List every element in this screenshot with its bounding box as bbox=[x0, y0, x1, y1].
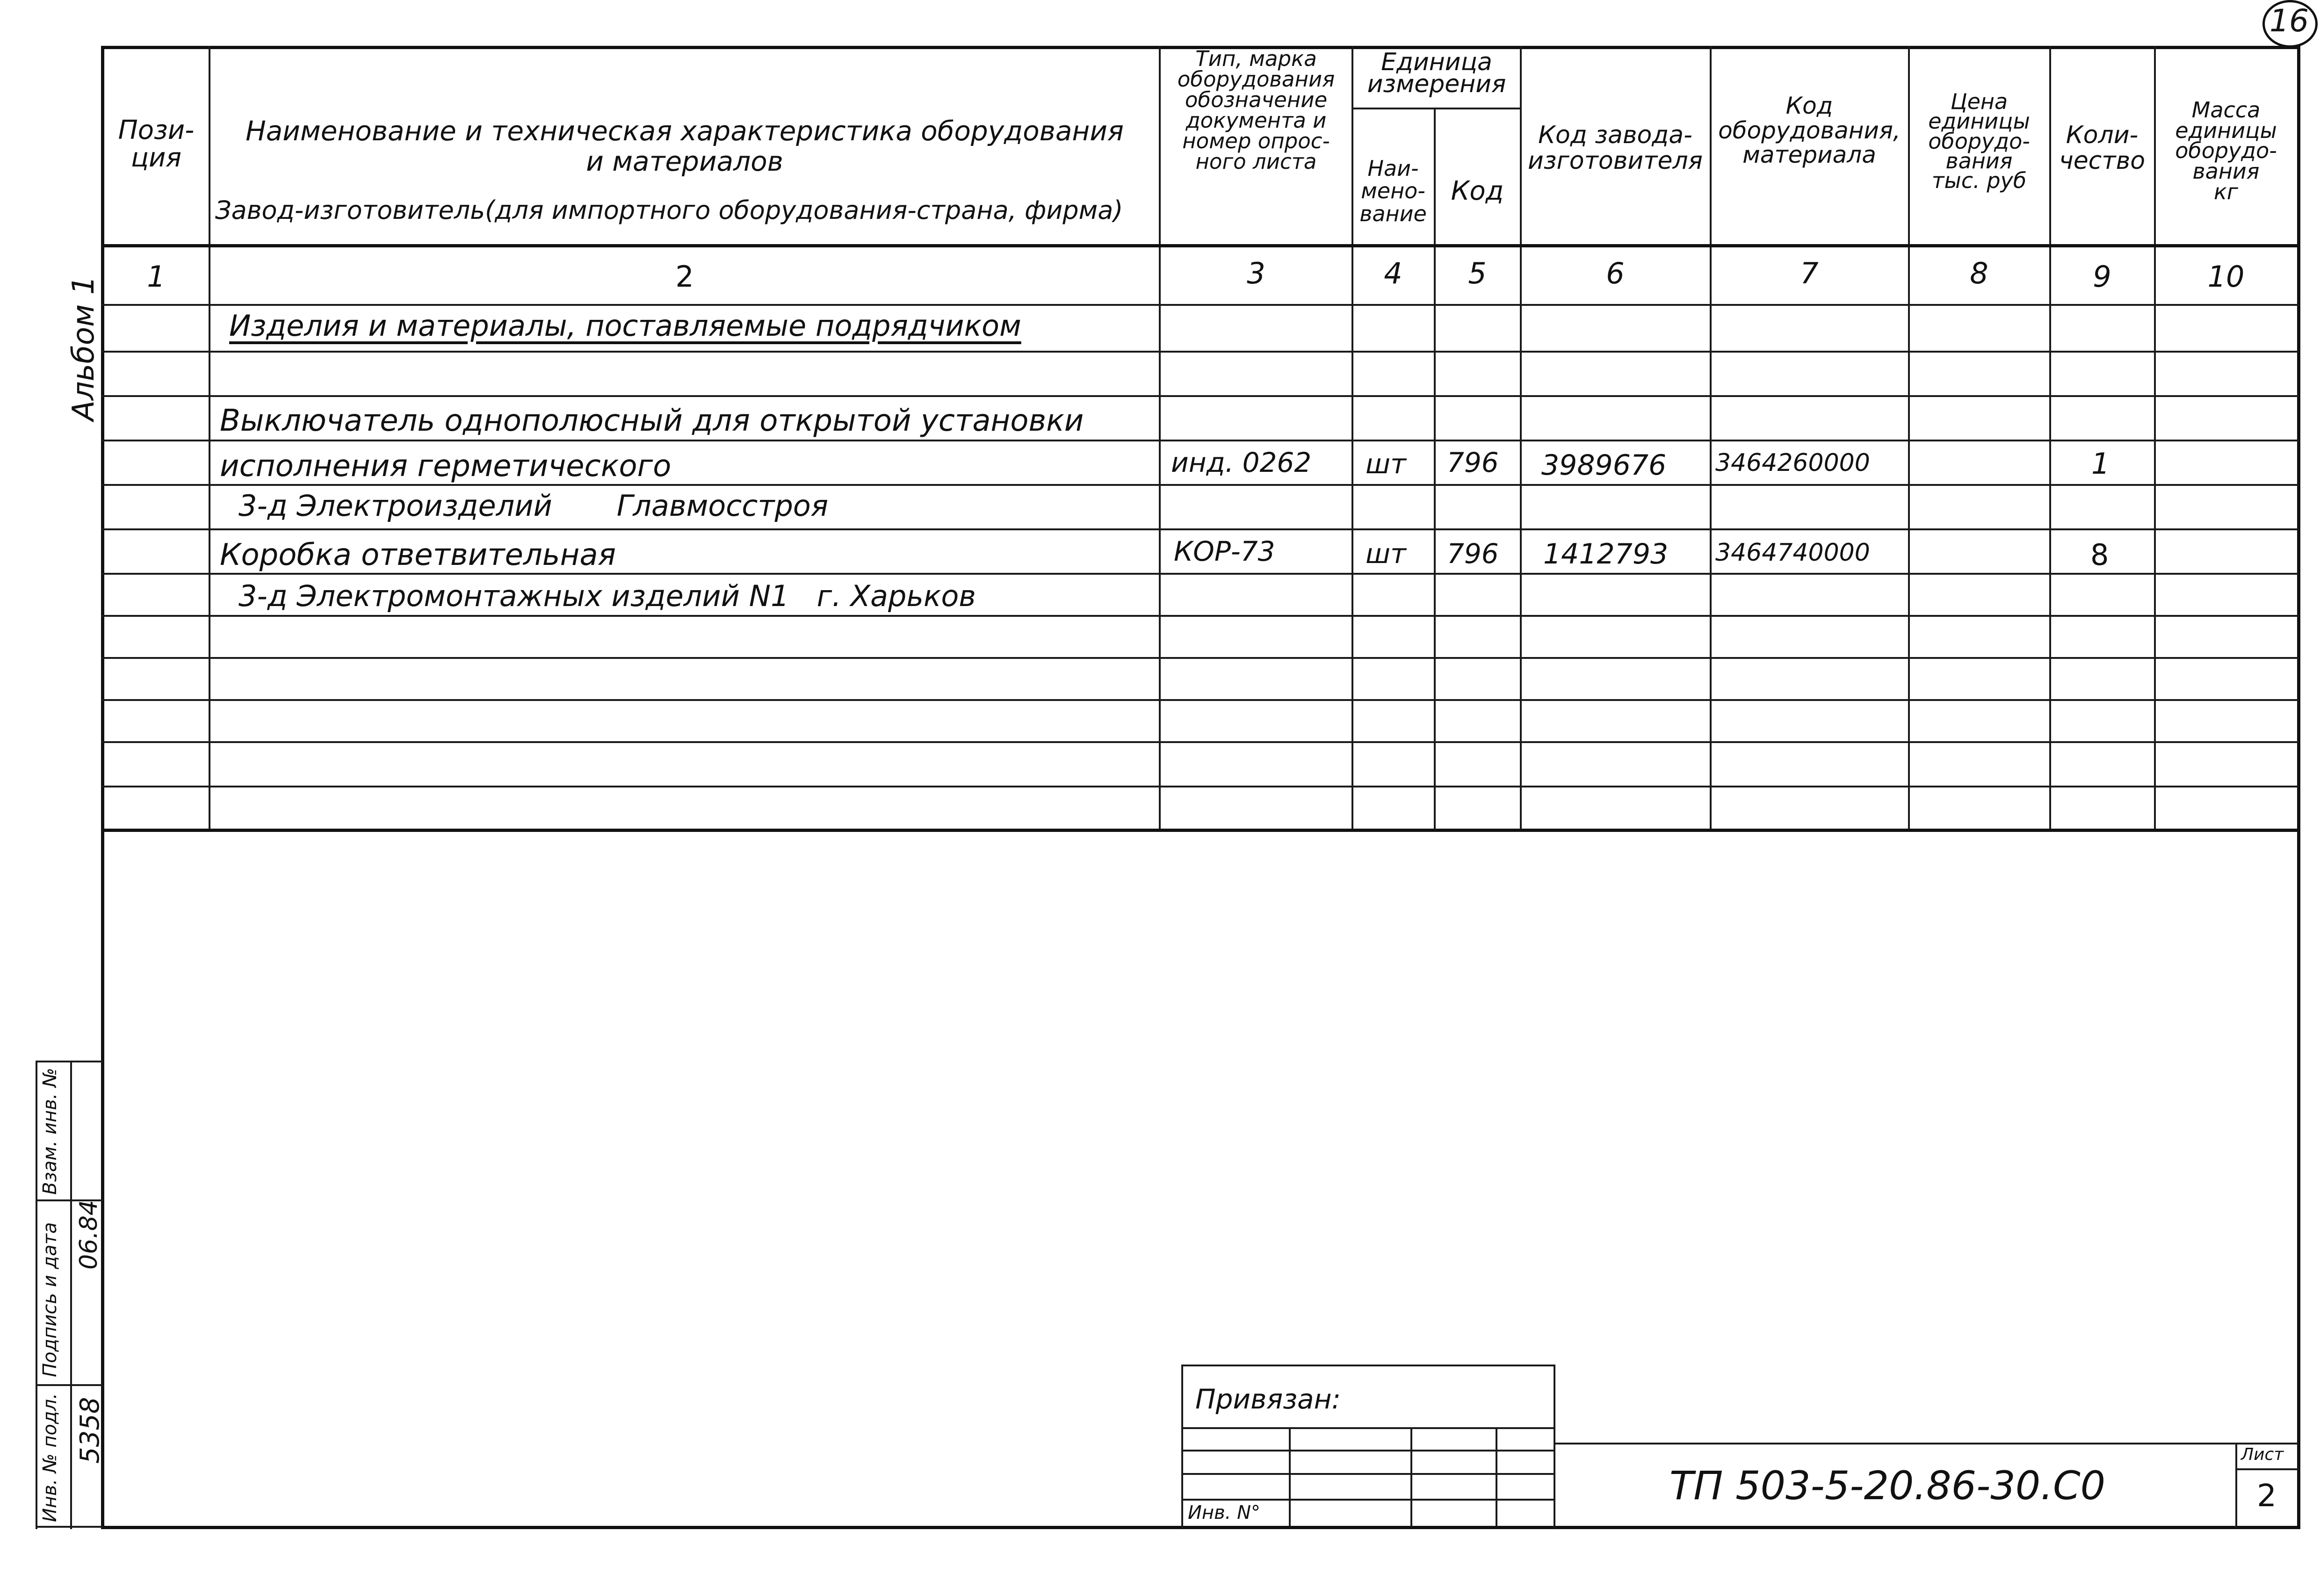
list-label-line bbox=[2235, 1468, 2299, 1470]
row-line bbox=[101, 657, 2299, 659]
item-name: Выключатель однополюсный для открытой установки bbox=[220, 404, 1084, 438]
side-stamp-top bbox=[36, 1061, 103, 1062]
item-equip-code: 3464740000 bbox=[1715, 539, 1870, 567]
section-heading: Изделия и материалы, поставляемые подрядчиком bbox=[229, 309, 1021, 343]
header-bottom-line bbox=[101, 244, 2299, 247]
item-quantity: 1 bbox=[2091, 447, 2110, 481]
header-quantity: Коли- чество bbox=[2059, 121, 2146, 175]
manufacturer: 3-д Электромонтажных изделий N1 г. Харьков bbox=[239, 579, 976, 613]
header-position: Пози- ция bbox=[118, 115, 195, 173]
podpis-value: 06.84 bbox=[75, 1200, 103, 1270]
row-line bbox=[101, 528, 2299, 530]
inv-podl-label: Инв. № подл. bbox=[39, 1393, 61, 1522]
privyazan-line bbox=[1181, 1473, 1554, 1475]
privyazan-line bbox=[1181, 1499, 1554, 1501]
vzam-inv-label: Взам. инв. № bbox=[39, 1068, 61, 1195]
header-plant-code: Код завода- изготовителя bbox=[1528, 121, 1703, 175]
list-label: Лист bbox=[2241, 1445, 2284, 1464]
header-price: Цена единицы оборудо- вания тыс. руб bbox=[1928, 89, 2030, 194]
item-plant-code: 1412793 bbox=[1543, 538, 1669, 571]
table-bottom-line bbox=[101, 829, 2299, 832]
item-unit-code: 796 bbox=[1447, 447, 1499, 478]
row-line bbox=[101, 484, 2299, 486]
item-unit: шт bbox=[1366, 538, 1406, 570]
item-type: КОР-73 bbox=[1174, 535, 1275, 567]
manufacturer: 3-д Электроизделий Главмосстроя bbox=[239, 489, 829, 523]
row-line bbox=[101, 615, 2299, 617]
header-unit-name: Наи- мено- вание bbox=[1359, 156, 1427, 226]
item-plant-code: 3989676 bbox=[1541, 449, 1667, 482]
album-label: Альбом 1 bbox=[66, 275, 101, 421]
item-name: Коробка ответвительная bbox=[220, 538, 616, 572]
header-name-line3: Завод-изготовитель(для импортного оборудования-страна, фирма) bbox=[215, 195, 1123, 225]
col-line-4 bbox=[1434, 108, 1436, 829]
list-column-line bbox=[2235, 1443, 2237, 1528]
frame-bottom bbox=[101, 1526, 2300, 1529]
column-number: 1 bbox=[147, 260, 166, 294]
item-name: исполнения герметического bbox=[220, 449, 672, 484]
podpis-label: Подпись и дата bbox=[39, 1222, 61, 1377]
row-line bbox=[101, 395, 2299, 397]
privyazan-line bbox=[1181, 1427, 1554, 1429]
inv-podl-value: 5358 bbox=[75, 1397, 105, 1464]
inv-no-label: Инв. N° bbox=[1188, 1502, 1260, 1524]
header-equip-code: Код оборудования, материала bbox=[1718, 92, 1901, 168]
column-number: 9 bbox=[2093, 260, 2111, 294]
row-line bbox=[101, 741, 2299, 743]
side-stamp-left bbox=[36, 1061, 37, 1529]
frame-left bbox=[101, 46, 104, 1529]
col-line-1 bbox=[209, 46, 210, 829]
side-stamp-bottom bbox=[36, 1526, 103, 1528]
document-code: ТП 503-5-20.86-30.С0 bbox=[1670, 1463, 2106, 1509]
column-number: 4 bbox=[1384, 256, 1402, 290]
privyazan-top bbox=[1181, 1365, 1555, 1366]
frame-right bbox=[2297, 46, 2300, 1529]
column-number: 2 bbox=[675, 260, 694, 294]
row-line bbox=[101, 786, 2299, 787]
privyazan-right bbox=[1554, 1365, 1555, 1528]
row-line bbox=[101, 699, 2299, 701]
privyazan-col bbox=[1410, 1427, 1412, 1527]
header-unit-group: Единица измерения bbox=[1367, 48, 1506, 98]
header-name-line2: и материалов bbox=[586, 145, 783, 177]
row-line bbox=[101, 351, 2299, 353]
item-quantity: 8 bbox=[2090, 538, 2109, 572]
privyazan-left bbox=[1181, 1365, 1183, 1528]
row-line bbox=[101, 304, 2299, 306]
row-line bbox=[101, 573, 2299, 575]
col-line-2 bbox=[1159, 46, 1161, 829]
column-number: 10 bbox=[2207, 260, 2245, 294]
column-number: 5 bbox=[1468, 256, 1487, 290]
sheet-number: 16 bbox=[2269, 3, 2309, 39]
side-stamp-line bbox=[36, 1384, 103, 1386]
column-number: 6 bbox=[1606, 256, 1625, 290]
privyazan-label: Привязан: bbox=[1195, 1383, 1341, 1415]
row-line bbox=[101, 440, 2299, 441]
title-block-top bbox=[1554, 1443, 2299, 1444]
column-number: 7 bbox=[1800, 256, 1819, 290]
item-equip-code: 3464260000 bbox=[1715, 449, 1870, 477]
header-name-line1: Наименование и техническая характеристика оборудования bbox=[246, 115, 1124, 147]
item-type: инд. 0262 bbox=[1171, 447, 1312, 478]
privyazan-col bbox=[1496, 1427, 1497, 1527]
header-unit-code: Код bbox=[1451, 176, 1504, 206]
item-unit-code: 796 bbox=[1447, 538, 1499, 570]
privyazan-col bbox=[1289, 1427, 1291, 1527]
header-type: Тип, марка оборудования обозначение документа и номер опрос- ного листа bbox=[1177, 46, 1335, 174]
privyazan-line bbox=[1181, 1450, 1554, 1452]
item-unit: шт bbox=[1366, 448, 1406, 480]
header-mass: Масса единицы оборудо- вания кг bbox=[2175, 97, 2277, 204]
column-number: 8 bbox=[1970, 256, 1988, 290]
list-number: 2 bbox=[2257, 1478, 2277, 1514]
column-number: 3 bbox=[1247, 256, 1265, 290]
unit-group-line bbox=[1352, 108, 1520, 109]
side-stamp-mid bbox=[70, 1061, 72, 1529]
